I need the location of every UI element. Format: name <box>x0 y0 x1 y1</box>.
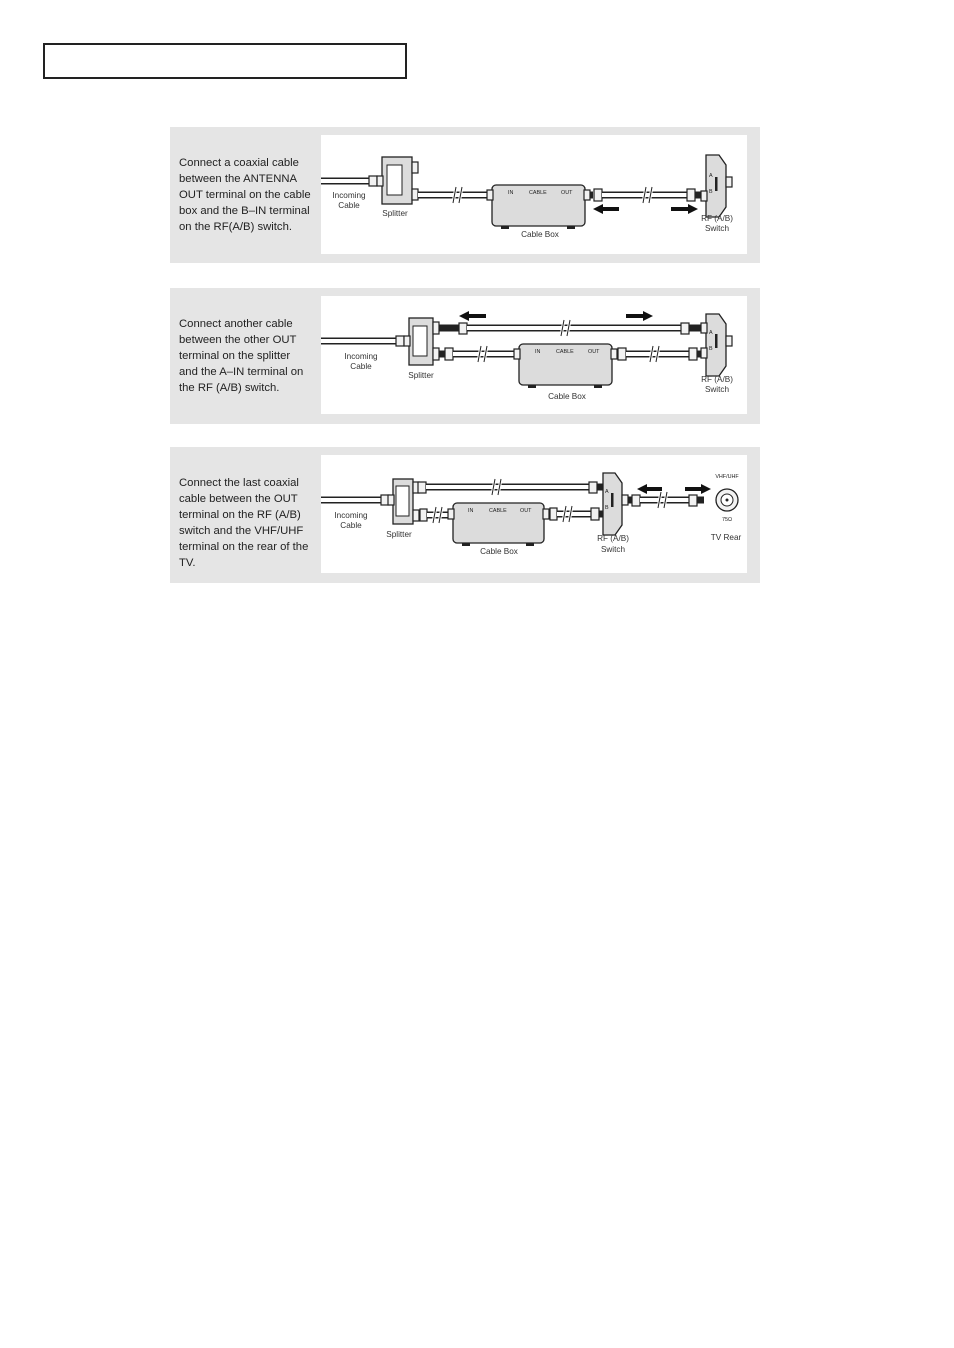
connector <box>550 508 557 520</box>
switch-b-label: B <box>709 346 713 352</box>
connector <box>445 348 453 360</box>
box-out-label: OUT <box>588 349 600 355</box>
step-2-panel <box>170 288 760 424</box>
connector <box>594 189 602 201</box>
connector <box>459 323 467 334</box>
arrow-right <box>685 484 711 494</box>
incoming-connector <box>396 336 404 346</box>
connector <box>618 348 626 360</box>
splitter-label: Splitter <box>386 530 412 539</box>
splitter <box>388 479 419 524</box>
step-3-instruction: Connect the last coaxial cable between the OUT terminal on the RF (A/B) switch and the VHF/UHF terminal on the rear of the TV. <box>179 477 309 569</box>
section-header-box <box>43 43 407 79</box>
incoming-cable-label: Incoming <box>344 352 378 361</box>
incoming-cable-label-2: Cable <box>340 521 362 530</box>
splitter-label: Splitter <box>382 209 408 218</box>
step-3-panel <box>170 447 760 583</box>
switch-a-label: A <box>605 489 609 495</box>
splitter-label: Splitter <box>408 371 434 380</box>
step-2-diagram <box>321 296 747 414</box>
rf-switch-label: RF (A/B) <box>701 375 733 384</box>
cable-box <box>448 503 549 546</box>
connector <box>687 189 695 201</box>
rf-ab-switch <box>603 473 628 535</box>
incoming-cable-label-2: Cable <box>338 201 360 210</box>
box-out-label: OUT <box>561 190 573 196</box>
cable-box <box>487 185 590 229</box>
box-in-label: IN <box>535 349 541 355</box>
switch-b-label: B <box>605 505 609 511</box>
arrow-left <box>593 204 619 214</box>
arrow-right <box>626 311 653 321</box>
incoming-connector <box>369 176 377 186</box>
ohm-label: 75Ω <box>721 517 733 523</box>
connector <box>689 495 697 506</box>
step-1-diagram <box>321 135 747 254</box>
cable-box-label: Cable Box <box>548 392 586 401</box>
connector <box>591 508 599 520</box>
arrow-left <box>459 311 486 321</box>
arrow-left <box>637 484 662 494</box>
cable-box-label: Cable Box <box>480 547 518 556</box>
rf-ab-switch <box>701 314 732 376</box>
arrow-right <box>671 204 698 214</box>
step-3-diagram <box>321 455 747 573</box>
connector <box>681 323 689 334</box>
rf-switch-label-2: Switch <box>704 224 730 233</box>
step-2-instruction: Connect another cable between the other OUT terminal on the splitter and the A–IN terminal on the RF (A/B) switch. <box>179 318 304 394</box>
rf-switch-label: RF (A/B) <box>701 214 733 223</box>
connector <box>632 495 640 506</box>
box-cable-label: CABLE <box>529 190 547 196</box>
splitter <box>404 318 439 365</box>
tv-rear-label: TV Rear <box>710 533 742 542</box>
connector <box>418 482 426 493</box>
step-1-instruction: Connect a coaxial cable between the ANTENNA OUT terminal on the cable box and the B–IN terminal on the RF(A/B) switch. <box>179 157 311 233</box>
incoming-cable-label: Incoming <box>334 511 368 520</box>
rf-switch-label-2: Switch <box>704 385 730 394</box>
rf-ab-switch <box>701 155 732 217</box>
connector <box>420 509 427 521</box>
incoming-cable-label: Incoming <box>332 191 366 200</box>
connector <box>589 482 597 493</box>
switch-a-label: A <box>709 173 713 179</box>
box-cable-label: CABLE <box>489 508 507 514</box>
tv-vhf-uhf-terminal <box>715 474 739 523</box>
switch-a-label: A <box>709 330 713 336</box>
box-out-label: OUT <box>520 508 532 514</box>
rf-switch-label-2: Switch <box>600 545 626 554</box>
cable-box <box>514 344 617 388</box>
incoming-cable-label-2: Cable <box>350 362 372 371</box>
switch-b-label: B <box>709 189 713 195</box>
step-1-panel <box>170 127 760 263</box>
box-in-label: IN <box>508 190 514 196</box>
connector <box>689 348 697 360</box>
box-cable-label: CABLE <box>556 349 574 355</box>
box-in-label: IN <box>468 508 474 514</box>
splitter <box>377 157 418 204</box>
cable-box-label: Cable Box <box>521 230 559 239</box>
vhf-uhf-label: VHF/UHF <box>715 474 739 480</box>
rf-switch-label: RF (A/B) <box>597 534 629 543</box>
